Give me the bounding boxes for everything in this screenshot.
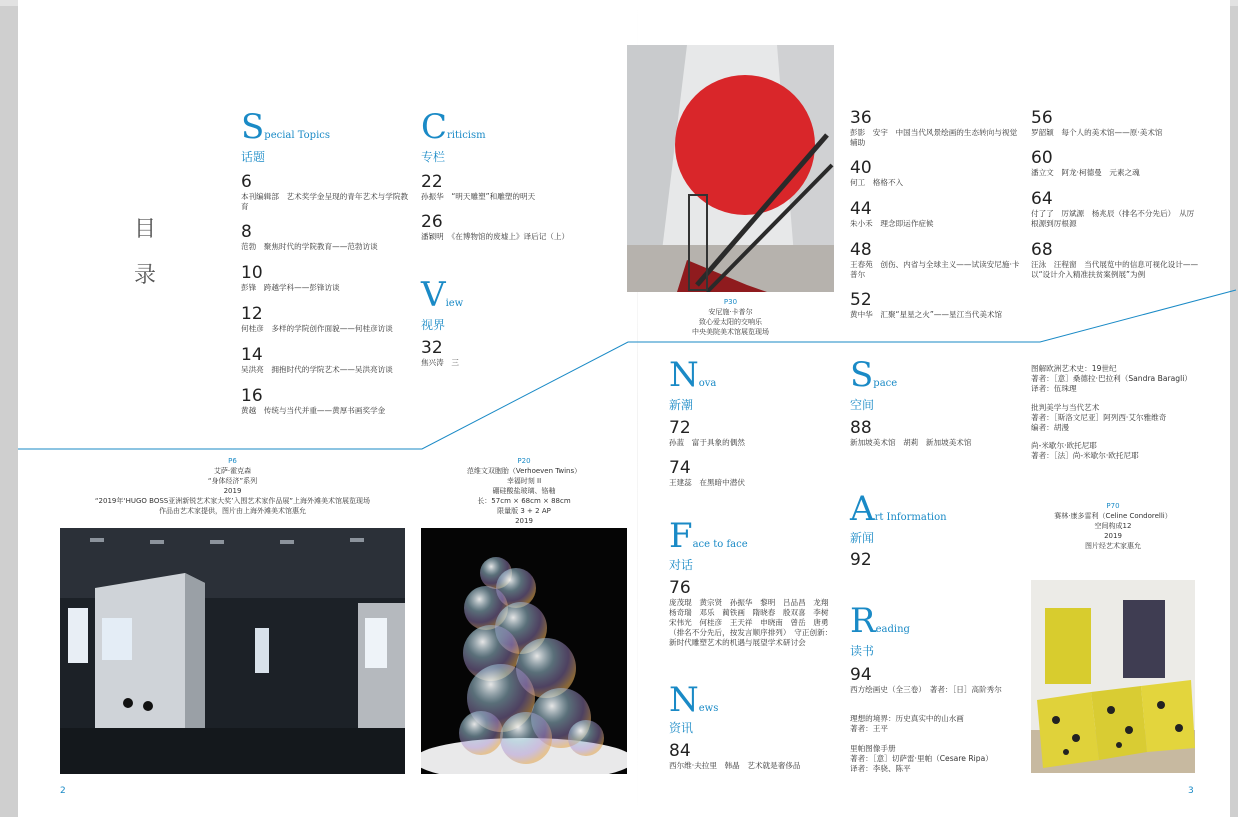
- section-art-information-heading: Art Information: [850, 489, 947, 529]
- section-space-heading: Space: [850, 355, 898, 395]
- section-art-information-cn: 新闻: [850, 531, 875, 545]
- toc-entry[interactable]: 8 范勃 聚焦时代的学院教育——范勃访谈: [241, 222, 378, 251]
- photo-glass-bubbles: [421, 528, 627, 774]
- toc-entry[interactable]: 76 庞茂琨 黄宗贤 孙振华 黎明 吕品昌 龙翔 杨奇瑞 邓乐 蔺铁画 隋晓春 殷双喜 李树 宋伟光 何桂彦 王天祥 申晓南 曾岳 唐勇（排名不分先后，按发言顺序排列） 守正创新：新时代雕塑艺术的机遇与展望学术研讨会: [669, 578, 837, 647]
- toc-entry[interactable]: 16 黄越 传统与当代并重——黄厚书画奖学金: [241, 386, 386, 415]
- toc-entry[interactable]: 26 潘颖明 《在博物馆的废墟上》译后记（上）: [421, 212, 570, 241]
- toc-entry[interactable]: 48 王春苑 创伤、内省与全球主义——试读安尼施·卡普尔: [850, 240, 1020, 279]
- toc-entry[interactable]: 32 焦兴涛 三: [421, 338, 459, 367]
- dark-gallery-illustration: [60, 528, 405, 774]
- toc-entry[interactable]: 36 彭影 安宇 中国当代风景绘画的生态转向与视觉辅助: [850, 108, 1018, 147]
- caption-p30: P30 安尼施·卡普尔 致心爱太阳的交响乐 中央美院美术馆展览现场: [692, 298, 769, 336]
- book-entry: 理想的境界：历史真实中的山水画 著者：王平: [850, 714, 964, 733]
- toc-entry[interactable]: 44 朱小禾 理念即运作症候: [850, 199, 934, 228]
- section-nova-heading: Nova: [669, 355, 717, 395]
- section-news-heading: News: [669, 680, 719, 720]
- gallery-chairs-illustration: [1031, 580, 1195, 773]
- toc-entry[interactable]: 10 彭锋 跨越学科——彭锋访谈: [241, 263, 340, 292]
- toc-entry[interactable]: 60 潘立文 阿龙·柯德曼 元素之魂: [1031, 148, 1140, 177]
- section-reading-heading: Reading: [850, 601, 910, 641]
- toc-entry[interactable]: 68 汪泳 汪程窗 当代展览中的信息可视化设计——以“设计介入精准扶贫案例展”为例: [1031, 240, 1199, 279]
- toc-entry[interactable]: 52 黄中华 汇聚“星星之火”——星江当代美术馆: [850, 290, 1003, 319]
- section-special-topics-heading: Special Topics: [241, 107, 330, 147]
- book-entry: 批判美学与当代艺术 著者：［斯洛文尼亚］阿列西·艾尔雅维奇 编者：胡漫: [1031, 403, 1167, 432]
- section-view-cn: 视界: [421, 318, 446, 332]
- section-view-heading: View: [421, 275, 464, 315]
- page-number-right: 3: [1188, 786, 1194, 796]
- photo-yellow-chairs: [1031, 580, 1195, 773]
- toc-entry[interactable]: 6 本刊编辑部 艺术奖学金呈现的青年艺术与学院教育: [241, 172, 409, 211]
- section-face-to-face-cn: 对话: [669, 558, 694, 572]
- toc-entry[interactable]: 56 罗韶颖 每个人的美术馆——原·美术馆: [1031, 108, 1163, 137]
- toc-entry[interactable]: 12 何桂彦 多样的学院创作面貌——何桂彦访谈: [241, 304, 393, 333]
- section-nova-cn: 新潮: [669, 398, 694, 412]
- section-face-to-face-heading: Face to face: [669, 516, 748, 556]
- toc-title-char-2: 录: [134, 263, 157, 288]
- section-criticism-heading: Criticism: [421, 107, 486, 147]
- section-news-cn: 资讯: [669, 721, 694, 735]
- book-entry: 里帕图像手册 著者：［意］切萨雷·里帕（Cesare Ripa） 译者：李骁、陈平: [850, 744, 993, 773]
- toc-entry[interactable]: 74 王建蕊 在黑暗中潜伏: [669, 458, 745, 487]
- photo-red-sun-installation: [627, 45, 834, 292]
- photo-dark-gallery: [60, 528, 405, 774]
- section-reading-cn: 读书: [850, 644, 875, 658]
- toc-entry[interactable]: 94 西方绘画史（全三卷） 著者：［日］高阶秀尔: [850, 665, 1002, 694]
- book-entry: 尚-米歇尔·欧托尼耶 著者：［法］尚-米歇尔·欧托尼耶: [1031, 441, 1139, 460]
- toc-entry[interactable]: 88 新加坡美术馆 胡莉 新加坡美术馆: [850, 418, 972, 447]
- red-sun-illustration: [627, 45, 834, 292]
- toc-entry[interactable]: 22 孙振华 “明天雕塑”和雕塑的明天: [421, 172, 536, 201]
- page-number-left: 2: [60, 786, 66, 796]
- toc-title-char-1: 目: [134, 217, 157, 242]
- toc-entry[interactable]: 92: [850, 550, 872, 570]
- toc-entry[interactable]: 84 西尔维·夫拉里 韩晶 艺术就是奢侈品: [669, 741, 801, 770]
- caption-p6: P6 艾萨·霍克森 “身体经济”系列 2019 “2019年‘HUGO BOSS亚洲新锐艺术家大奖’入围艺术家作品展”上海外滩美术馆展览现场 作品由艺术家提供，图片由上海外滩美术馆惠允: [94, 457, 371, 515]
- toc-entry[interactable]: 72 孙蓝 富于具象的偶然: [669, 418, 745, 447]
- toc-entry[interactable]: 40 何工 格格不入: [850, 158, 904, 187]
- caption-p70: P70 赛林·康多雷利（Celine Condorelli） 空间构成12 2019 图片经艺术家惠允: [1054, 502, 1172, 550]
- book-entry: 图解欧洲艺术史：19世纪 著者：［意］桑德拉·巴拉利（Sandra Baragli） 译者：伍珠理: [1031, 364, 1192, 393]
- section-space-cn: 空间: [850, 398, 875, 412]
- caption-p20: P20 范维文双胞胎（Verhoeven Twins） 幸福时刻 II 硼硅酸盐玻璃、铬釉 长：57cm × 68cm × 88cm 限量版 3 + 2 AP 2019: [466, 457, 582, 525]
- section-special-topics-cn: 话题: [241, 150, 266, 164]
- glass-bubbles-illustration: [421, 528, 627, 774]
- toc-entry[interactable]: 14 吴洪亮 拥抱时代的学院艺术——吴洪亮访谈: [241, 345, 393, 374]
- section-criticism-cn: 专栏: [421, 150, 446, 164]
- toc-entry[interactable]: 64 付了了 厉斌源 杨兆辰（排名不分先后） 从厉根源到厉根源: [1031, 189, 1195, 228]
